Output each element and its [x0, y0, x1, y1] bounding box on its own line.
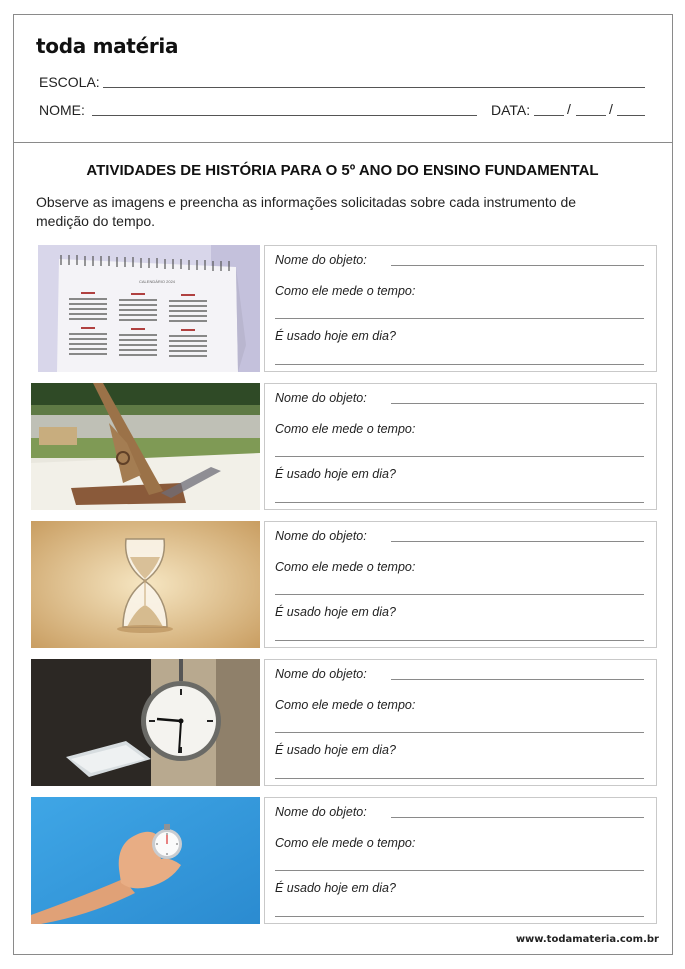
- answer-line-object-name[interactable]: [391, 679, 644, 680]
- question-used-today: É usado hoje em dia?: [275, 881, 396, 895]
- answer-box: [264, 797, 657, 924]
- answer-box: [264, 659, 657, 786]
- question-object-name: Nome do objeto:: [275, 667, 367, 681]
- answer-line-used-today[interactable]: [275, 916, 644, 917]
- answer-line-object-name[interactable]: [391, 817, 644, 818]
- svg-text:CALENDÁRIO 2024: CALENDÁRIO 2024: [139, 279, 176, 284]
- question-how-it-measures: Como ele mede o tempo:: [275, 698, 416, 712]
- question-used-today: É usado hoje em dia?: [275, 743, 396, 757]
- date-month-field[interactable]: [576, 115, 606, 116]
- activity-row: [31, 245, 657, 372]
- answer-box: [264, 383, 657, 510]
- answer-line-used-today[interactable]: [275, 778, 644, 779]
- answer-line-object-name[interactable]: [391, 403, 644, 404]
- activity-row: [31, 659, 657, 786]
- activity-row: [31, 797, 657, 924]
- question-object-name: Nome do objeto:: [275, 253, 367, 267]
- activity-row: [31, 383, 657, 510]
- activity-row: [31, 521, 657, 648]
- question-used-today: É usado hoje em dia?: [275, 329, 396, 343]
- instructions: Observe as imagens e preencha as informações solicitadas sobre cada instrumento de medição do tempo.: [36, 194, 577, 229]
- answer-line-how-it-measures[interactable]: [275, 732, 644, 733]
- answer-line-object-name[interactable]: [391, 541, 644, 542]
- footer-url[interactable]: www.todamateria.com.br: [515, 934, 659, 945]
- answer-line-how-it-measures[interactable]: [275, 318, 644, 319]
- date-year-field[interactable]: [617, 115, 645, 116]
- school-label: ESCOLA:: [39, 74, 100, 90]
- stopwatch-photo: [31, 797, 260, 924]
- answer-box: [264, 245, 657, 372]
- name-field[interactable]: [92, 115, 477, 116]
- answer-line-used-today[interactable]: [275, 364, 644, 365]
- answer-box: [264, 521, 657, 648]
- date-separator: /: [609, 101, 613, 117]
- date-separator: /: [567, 101, 571, 117]
- answer-line-how-it-measures[interactable]: [275, 594, 644, 595]
- answer-line-used-today[interactable]: [275, 502, 644, 503]
- question-object-name: Nome do objeto:: [275, 529, 367, 543]
- question-object-name: Nome do objeto:: [275, 391, 367, 405]
- question-how-it-measures: Como ele mede o tempo:: [275, 836, 416, 850]
- hourglass-photo: [31, 521, 260, 648]
- question-used-today: É usado hoje em dia?: [275, 467, 396, 481]
- answer-line-how-it-measures[interactable]: [275, 870, 644, 871]
- worksheet-title: ATIVIDADES DE HISTÓRIA PARA O 5º ANO DO ENSINO FUNDAMENTAL: [86, 162, 599, 179]
- sundial-photo: [31, 383, 260, 510]
- desk-calendar-photo: [31, 245, 260, 372]
- answer-line-how-it-measures[interactable]: [275, 456, 644, 457]
- answer-line-used-today[interactable]: [275, 640, 644, 641]
- question-how-it-measures: Como ele mede o tempo:: [275, 284, 416, 298]
- wall-clock-photo: [31, 659, 260, 786]
- question-object-name: Nome do objeto:: [275, 805, 367, 819]
- school-field[interactable]: [103, 87, 645, 88]
- answer-line-object-name[interactable]: [391, 265, 644, 266]
- question-used-today: É usado hoje em dia?: [275, 605, 396, 619]
- date-label: DATA:: [491, 102, 531, 118]
- name-label: NOME:: [39, 102, 85, 118]
- question-how-it-measures: Como ele mede o tempo:: [275, 422, 416, 436]
- date-day-field[interactable]: [534, 115, 564, 116]
- question-how-it-measures: Como ele mede o tempo:: [275, 560, 416, 574]
- logo: toda matéria: [36, 34, 179, 58]
